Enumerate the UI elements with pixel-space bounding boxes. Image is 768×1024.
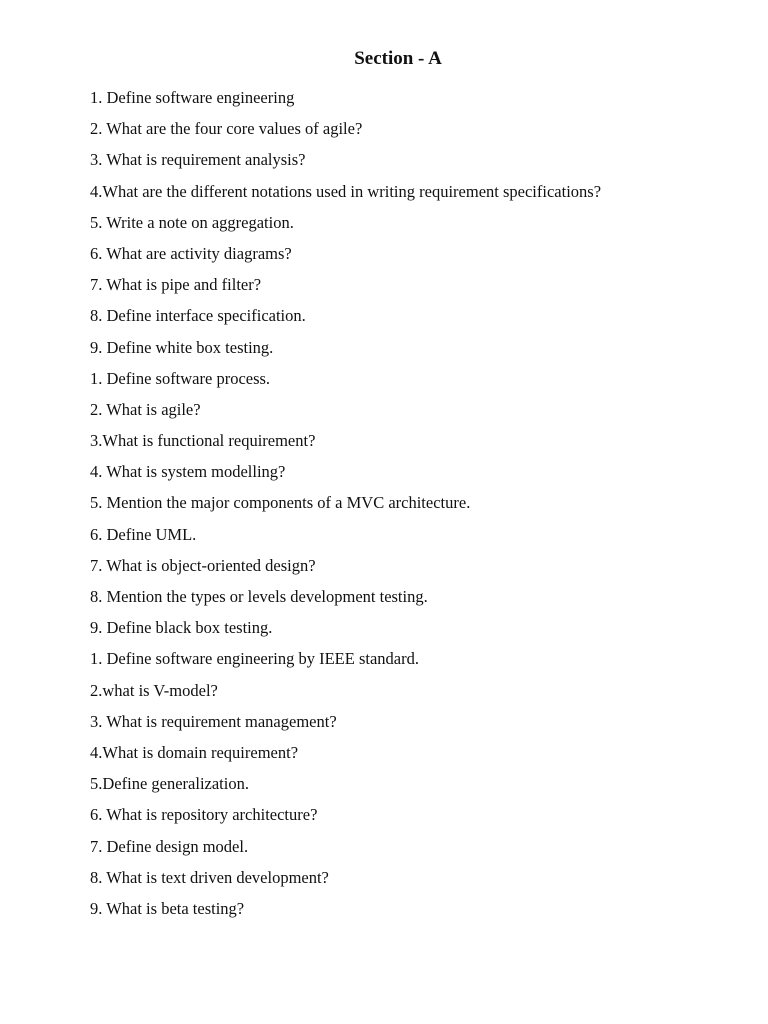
question-item: 5. Write a note on aggregation. [90, 212, 294, 232]
section-title: Section - A [354, 48, 442, 69]
question-item: 4.What is domain requirement? [90, 742, 299, 762]
question-item: 8. Define interface specification. [90, 306, 306, 326]
question-item: 1. Define software process. [90, 368, 271, 388]
question-item: 1. Define software engineering [90, 88, 295, 107]
question-item: 4. What is system modelling? [90, 462, 286, 482]
question-item: 2.what is V-model? [90, 680, 218, 700]
question-item: 9. Define black box testing. [90, 618, 273, 638]
question-list [90, 82, 601, 924]
question-item: 2. What is agile? [90, 399, 201, 419]
question-item: 7. What is pipe and filter? [90, 275, 262, 295]
question-item: 3. What is requirement management? [90, 711, 337, 731]
question-item: 3.What is functional requirement? [90, 431, 316, 451]
question-item: 6. What are activity diagrams? [90, 243, 292, 263]
question-item: 3. What is requirement analysis? [90, 150, 306, 170]
question-item: 2. What are the four core values of agile? [90, 119, 363, 139]
question-item: 7. What is object-oriented design? [90, 555, 316, 575]
question-item: 4.What are the different notations used in writing requirement specifications? [90, 181, 602, 201]
question-item: 7. Define design model. [90, 836, 249, 856]
question-item: 9. Define white box testing. [90, 337, 274, 357]
question-item: 9. What is beta testing? [90, 898, 245, 918]
question-item: 5. Mention the major components of a MVC architecture. [90, 493, 471, 513]
question-item: 5.Define generalization. [90, 774, 249, 794]
question-item: 1. Define software engineering by IEEE standard. [90, 649, 419, 669]
question-item: 8. What is text driven development? [90, 867, 329, 887]
question-item: 6. Define UML. [90, 524, 197, 544]
question-item: 8. Mention the types or levels development testing. [90, 587, 428, 606]
question-item: 6. What is repository architecture? [90, 805, 318, 825]
